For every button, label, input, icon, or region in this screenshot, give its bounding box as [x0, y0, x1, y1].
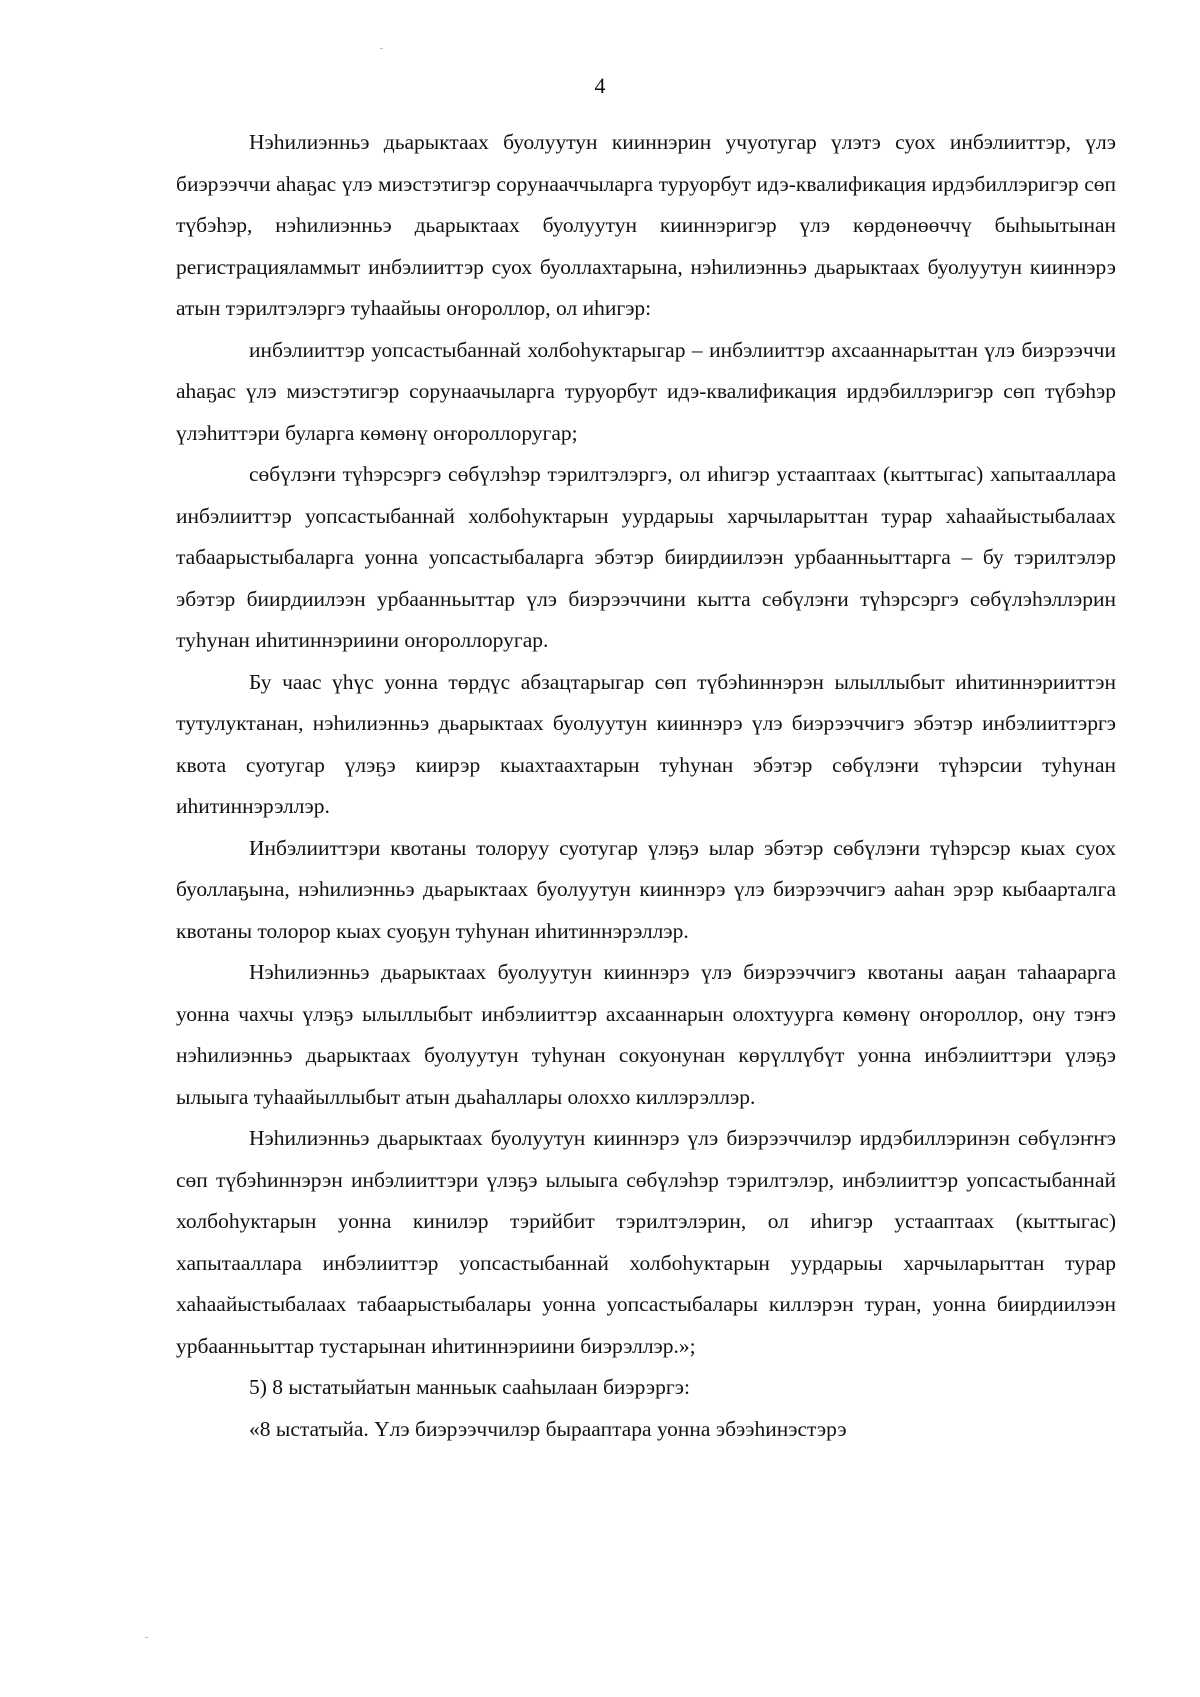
document-body [176, 122, 1116, 1450]
paragraph-1: Нэһилиэнньэ дьарыктаах буолуутун кииннэрин учуотугар үлэтэ суох инбэлииттэр, үлэ биэрээччи аһаҕас үлэ миэстэтигэр сорунааччыларга туруорбут идэ-квалификация ирдэбиллэригэр сөп түбэһэр, нэһилиэнньэ дьарыктаах буолуутун кииннэригэр үлэ көрдөнөөччү быһыытынан регистрацияламмыт инбэлииттэр суох буоллахтарына, нэһилиэнньэ дьарыктаах буолуутун кииннэрэ атын тэрилтэлэргэ туһаайыы оҥороллор, ол иһигэр: [176, 130, 1116, 320]
scan-speck [380, 48, 383, 49]
paragraph-3: сөбүлэҥи түһэрсэргэ сөбүлэһэр тэрилтэлэргэ, ол иһигэр устааптаах (кыттыгас) хапытааллара инбэлииттэр уопсастыбаннай холбоһуктарын уурдарыы харчыларыттан турар хаһаайыстыбалаах табаарыстыбаларга уонна уопсастыбаларга эбэтэр биирдиилээн урбаанньыттарга – бу тэрилтэлэр эбэтэр биирдиилээн урбаанньыттар үлэ биэрээччини кытта сөбүлэҥи түһэрсэргэ сөбүлэһэллэрин туһунан иһитиннэриини оҥороллоругар. [176, 462, 1116, 652]
paragraph-4: Бу чаас үһүс уонна төрдүс абзацтарыгар сөп түбэһиннэрэн ылыллыбыт иһитиннэрииттэн тутулуктанан, нэһилиэнньэ дьарыктаах буолуутун кииннэрэ үлэ биэрээччигэ эбэтэр инбэлииттэргэ квота суотугар үлэҕэ киирэр кыахтаахтарын туһунан эбэтэр сөбүлэҥи түһэрсии туһунан иһитиннэрэллэр. [176, 669, 1116, 818]
paragraph-5: Инбэлииттэри квотаны толоруу суотугар үлэҕэ ылар эбэтэр сөбүлэҥи түһэрсэр кыах суох буоллаҕына, нэһилиэнньэ дьарыктаах буолуутун кииннэрэ үлэ биэрээччигэ ааһан эрэр кыбаарталга квотаны толорор кыах суоҕун туһунан иһитиннэрэллэр. [176, 835, 1116, 943]
paragraph-8: 5) 8 ыстатыйатын манньык сааһылаан биэрэргэ: [249, 1375, 690, 1399]
paragraph-9: «8 ыстатыйа. Үлэ биэрээччилэр бырааптара уонна эбээһинэстэрэ [249, 1416, 847, 1441]
paragraph-7: Нэһилиэнньэ дьарыктаах буолуутун кииннэрэ үлэ биэрээччилэр ирдэбиллэринэн сөбүлэҥҥэ сөп түбэһиннэрэн инбэлииттэри үлэҕэ ылыыга сөбүлэһэр тэрилтэлэр, инбэлииттэр уопсастыбаннай холбоһуктарын уонна кинилэр тэрийбит тэрилтэлэрин, ол иһигэр устааптаах (кыттыгас) хапытааллара инбэлииттэр уопсастыбаннай холбоһуктарын уурдарыы харчыларыттан турар хаһаайыстыбалаах табаарыстыбалары уонна уопсастыбалары киллэрэн туран, уонна биирдиилээн урбаанньыттар тустарынан иһитиннэриини биэрэллэр.»; [176, 1126, 1116, 1358]
paragraph-6: Нэһилиэнньэ дьарыктаах буолуутун кииннэрэ үлэ биэрээччигэ квотаны ааҕан таһаарарга уонна чахчы үлэҕэ ылыллыбыт инбэлииттэр ахсааннарын олохтуурга көмөнү оҥороллор, ону тэҥэ нэһилиэнньэ дьарыктаах буолуутун туһунан сокуонунан көрүллүбүт уонна инбэлииттэри үлэҕэ ылыыга туһаайыллыбыт атын дьаһаллары олоххо киллэрэллэр. [176, 960, 1116, 1109]
scan-speck [145, 1637, 148, 1638]
page-number: 4 [594, 73, 606, 98]
paragraph-2: инбэлииттэр уопсастыбаннай холбоһуктарыгар – инбэлииттэр ахсааннарыттан үлэ биэрээччи аһаҕас үлэ миэстэтигэр сорунаачыларга туруорбут идэ-квалификация ирдэбиллэригэр сөп түбэһэр үлэһиттэри буларга көмөнү оҥороллоругар; [176, 337, 1116, 445]
